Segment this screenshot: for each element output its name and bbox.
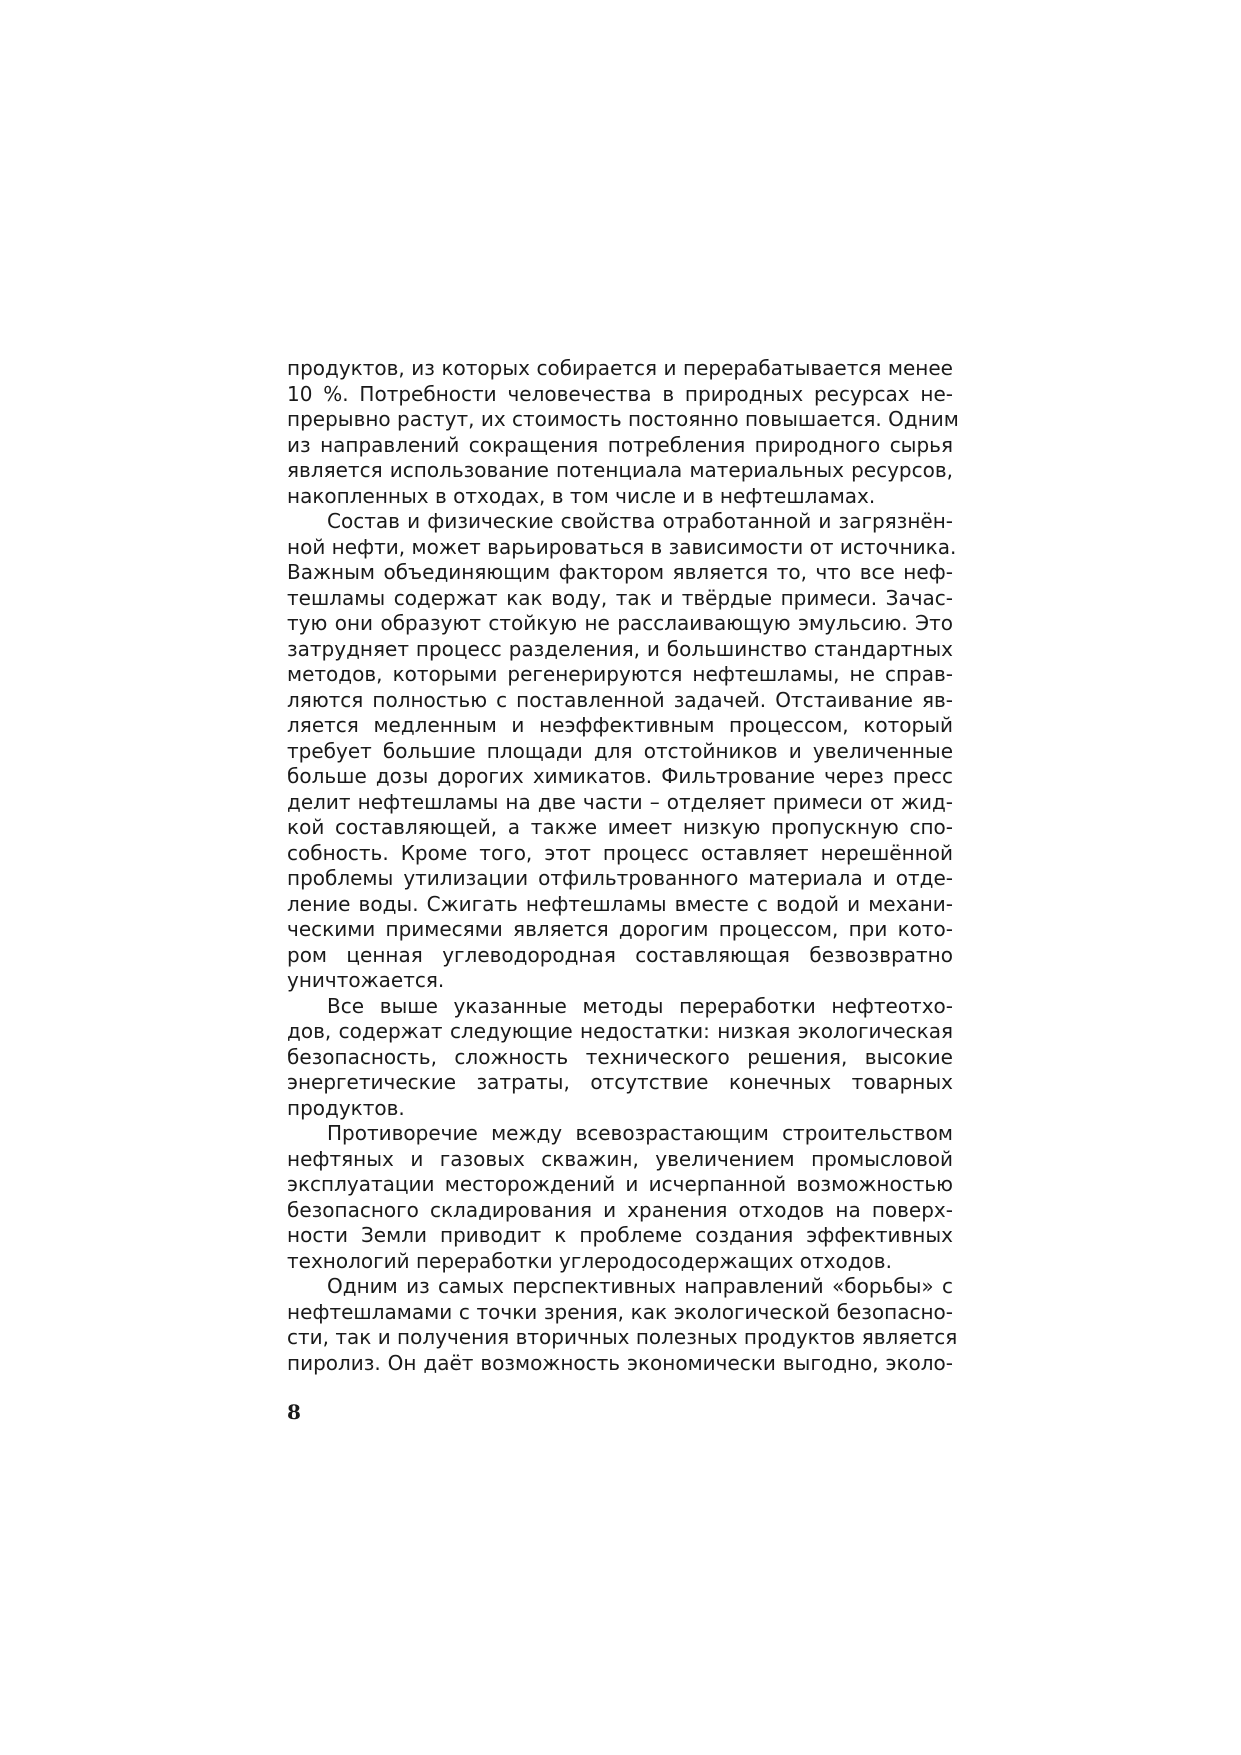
text-line: Все выше указанные методы переработки нефтеотхо- (327, 993, 953, 1018)
text-line: методов, которыми регенерируются нефтешламы, не справ- (287, 662, 953, 686)
text-line: безопасность, сложность технического решения, высокие (287, 1044, 953, 1069)
text-line: ности Земли приводит к проблеме создания эффективных (287, 1223, 953, 1247)
text-line: энергетические затраты, отсутствие конечных товарных (287, 1070, 953, 1094)
text-line: ление воды. Сжигать нефтешламы вместе с водой и механи- (287, 891, 953, 916)
text-line: пиролиз. Он даёт возможность экономически выгодно, эколо- (287, 1350, 953, 1375)
text-line: 10 %. Потребности человечества в природных ресурсах не- (287, 381, 953, 406)
text-line: нефтешламами с точки зрения, как экологической безопасно- (287, 1299, 953, 1324)
text-line: кой составляющей, а также имеет низкую пропускную спо- (287, 815, 953, 839)
text-line: накопленных в отходах, в том числе и в нефтешламах. (287, 483, 876, 508)
text-line: затрудняет процесс разделения, и большинство стандартных (287, 636, 953, 661)
text-line: ром ценная углеводородная составляющая безвозвратно (287, 942, 953, 967)
text-line: уничтожается. (287, 968, 445, 992)
text-line: из направлений сокращения потребления природного сырья (287, 432, 953, 457)
paragraph (287, 509, 957, 994)
text-line: прерывно растут, их стоимость постоянно повышается. Одним (287, 407, 959, 431)
text-line: Одним из самых перспективных направлений «борьбы» с (327, 1274, 953, 1298)
text-line: Противоречие между всевозрастающим строительством (327, 1121, 953, 1145)
body-text (287, 356, 959, 1376)
paragraph (287, 1121, 953, 1274)
text-line: ческими примесями является дорогим процессом, при кото- (287, 917, 953, 941)
text-line: ляются полностью с поставленной задачей. Отстаивание яв- (287, 687, 953, 712)
text-line: собность. Кроме того, этот процесс оставляет нерешённой (287, 840, 953, 865)
text-line: тешламы содержат как воду, так и твёрдые примеси. Зачас- (287, 585, 953, 610)
text-line: больше дозы дорогих химикатов. Фильтрование через пресс (287, 764, 953, 788)
text-line: продуктов. (287, 1095, 405, 1120)
text-line: требует большие площади для отстойников и увеличенные (287, 738, 953, 763)
text-line: продуктов, из которых собирается и перерабатывается менее (287, 356, 953, 380)
text-line: тую они образуют стойкую не расслаивающую эмульсию. Это (287, 611, 953, 635)
text-line: Состав и физические свойства отработанной и загрязнён- (327, 509, 953, 533)
text-line: делит нефтешламы на две части – отделяет примеси от жид- (287, 789, 953, 814)
text-line: эксплуатации месторождений и исчерпанной возможностью (287, 1172, 953, 1196)
text-line: является использование потенциала материальных ресурсов, (287, 458, 953, 482)
text-line: проблемы утилизации отфильтрованного материала и отде- (287, 866, 953, 890)
text-line: ной нефти, может варьироваться в зависимости от источника. (287, 534, 957, 559)
text-line: ляется медленным и неэффективным процессом, который (287, 713, 953, 737)
paragraph (287, 356, 959, 509)
text-line: нефтяных и газовых скважин, увеличением промысловой (287, 1146, 953, 1171)
paragraph (287, 994, 953, 1122)
paragraph (287, 1274, 958, 1376)
text-line: Важным объединяющим фактором является то, что все неф- (287, 560, 953, 584)
text-line: технологий переработки углеродосодержащих отходов. (287, 1248, 892, 1273)
page-number: 8 (287, 1400, 301, 1424)
text-line: сти, так и получения вторичных полезных продуктов является (287, 1325, 958, 1349)
text-line: дов, содержат следующие недостатки: низкая экологическая (287, 1019, 953, 1043)
text-line: безопасного складирования и хранения отходов на поверх- (287, 1197, 953, 1222)
